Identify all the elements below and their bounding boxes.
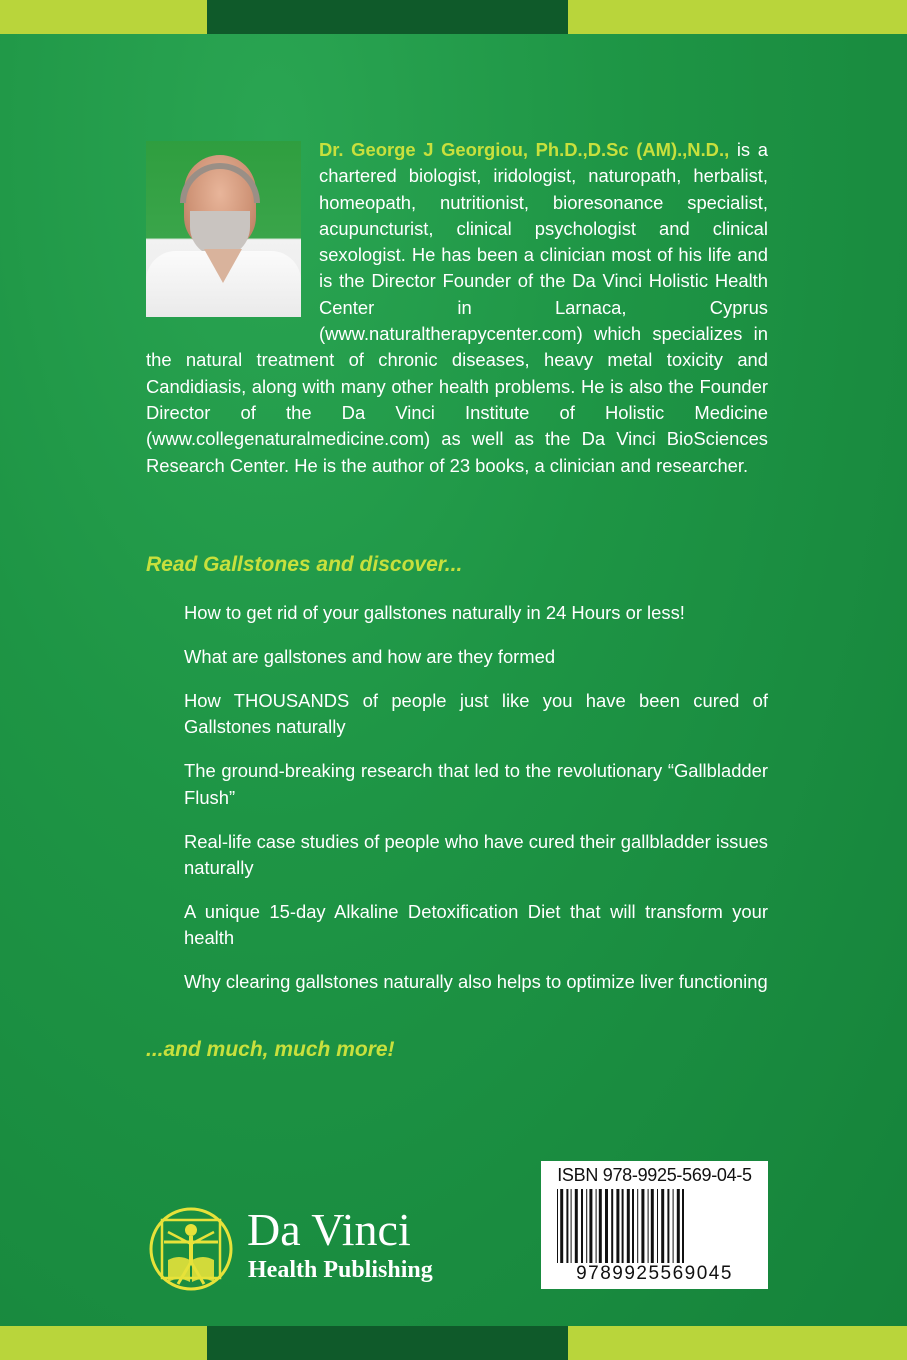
barcode-bar (632, 1189, 634, 1263)
barcode-bar (637, 1189, 638, 1263)
barcode-bar (667, 1189, 669, 1263)
barcode-bar (596, 1189, 597, 1263)
barcode-bar (627, 1189, 630, 1263)
publisher-subtitle: Health Publishing (248, 1257, 433, 1283)
list-item: Why clearing gallstones naturally also helps to optimize liver functioning (184, 971, 768, 993)
barcode-bar (616, 1189, 619, 1263)
band-segment-lime-left (0, 0, 207, 34)
barcode-bar (575, 1189, 578, 1263)
isbn-barcode-box (541, 1161, 768, 1289)
closing-tagline: ...and much, much more! (146, 1038, 395, 1061)
bottom-color-band (0, 1326, 907, 1360)
barcode-bar (622, 1189, 624, 1263)
top-color-band (0, 0, 907, 34)
isbn-label: ISBN 978-9925-569-04-5 (557, 1165, 752, 1185)
barcode-bar (599, 1189, 602, 1263)
band-segment-dark (207, 1326, 568, 1360)
barcode-bar (677, 1189, 680, 1263)
list-item: A unique 15-day Alkaline Detoxification Diet that will transform your health (184, 900, 768, 949)
barcode-bar (657, 1189, 658, 1263)
photo-wrap-spacer (146, 137, 319, 343)
band-segment-lime-right (568, 1326, 907, 1360)
band-segment-dark (207, 0, 568, 34)
publisher-name: Da Vinci (247, 1204, 411, 1255)
barcode-bar (641, 1189, 644, 1263)
author-bio-text: is a chartered biologist, iridologist, naturopath, herbalist, homeopath, nutritionist, bioresonance specialist, acupuncturist, clinical psychologist and clinical sexologist. He has been a clinician most of his life and is the Director Founder of the Da Vinci Holistic Health Center in Larnaca, Cyprus (www.naturaltherapycenter.com) which specializes in the natural treatment of chronic diseases, heavy metal toxicity and Candidiasis, along with many other health problems. He is also the Founder Director of the Da Vinci Institute of Holistic Medicine (www.collegenaturalmedicine.com) as well as the Da Vinci BioSciences Research Center. He is the author of 23 books, a clinician and researcher. (146, 139, 768, 476)
list-item: How to get rid of your gallstones naturally in 24 Hours or less! (184, 602, 685, 623)
author-bio (146, 137, 768, 479)
band-segment-lime-right (568, 0, 907, 34)
barcode-bar (571, 1189, 572, 1263)
publisher-logo (146, 1204, 446, 1296)
barcode-bar (648, 1189, 649, 1263)
list-item: How THOUSANDS of people just like you have been cured of Gallstones naturally (184, 689, 768, 738)
barcode-bar (661, 1189, 664, 1263)
barcode-icon (555, 1189, 755, 1263)
barcode-bar (581, 1189, 583, 1263)
barcode-bar (589, 1189, 592, 1263)
barcode-number: 9789925569045 (576, 1263, 733, 1284)
discover-heading: Read Gallstones and discover... (146, 553, 463, 576)
barcode-bar (560, 1189, 563, 1263)
author-name: Dr. George J Georgiou, Ph.D.,D.Sc (AM).,N.D., (319, 139, 730, 160)
list-item: The ground-breaking research that led to the revolutionary “Gallbladder Flush” (184, 760, 768, 808)
band-segment-lime-left (0, 1326, 207, 1360)
discover-list (184, 600, 768, 1013)
list-item: Real-life case studies of people who have cured their gallbladder issues naturally (184, 830, 768, 878)
barcode-bar (557, 1189, 558, 1263)
barcode-bar (586, 1189, 587, 1263)
barcode-bar (682, 1189, 684, 1263)
barcode-bar (566, 1189, 568, 1263)
vitruvian-man-book-icon (146, 1204, 236, 1294)
list-item: What are gallstones and how are they formed (184, 645, 556, 667)
barcode-bar (651, 1189, 654, 1263)
barcode-bar (611, 1189, 613, 1263)
barcode-bar (673, 1189, 674, 1263)
barcode-bar (605, 1189, 608, 1263)
